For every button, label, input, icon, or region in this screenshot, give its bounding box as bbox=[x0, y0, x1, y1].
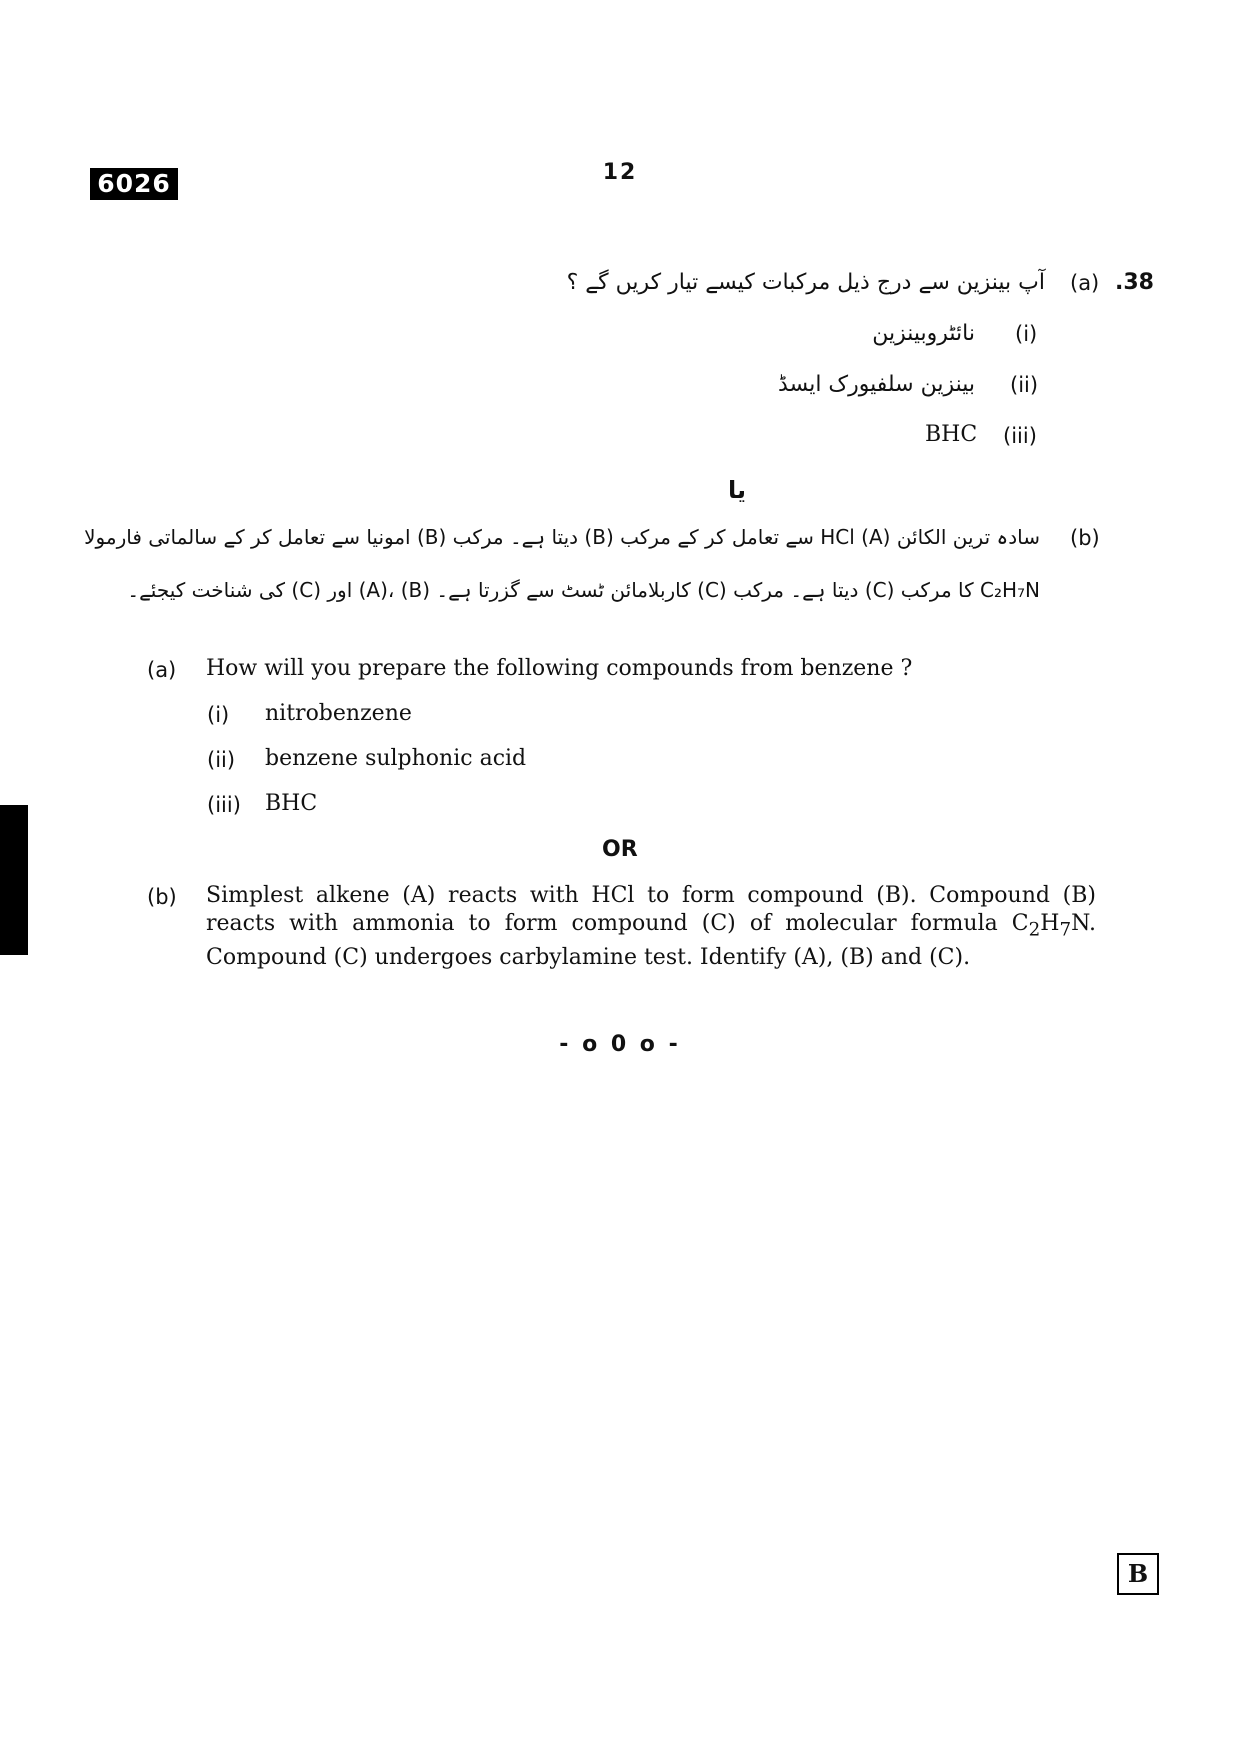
english-part-a-label: (a) bbox=[147, 658, 177, 682]
urdu-part-b-label: (b) bbox=[1070, 526, 1100, 550]
question-number: .38 bbox=[1115, 270, 1154, 295]
urdu-item-label: (ii) bbox=[1010, 373, 1039, 397]
urdu-part-a-label: (a) bbox=[1070, 271, 1100, 295]
english-item-text: benzene sulphonic acid bbox=[265, 746, 527, 771]
urdu-or: یا bbox=[728, 476, 747, 504]
urdu-item-text: نائٹروبینزین bbox=[872, 321, 975, 346]
urdu-part-a-text: آپ بینزین سے درج ذیل مرکبات کیسے تیار کریں گے ؟ bbox=[566, 270, 1045, 295]
english-item-text: BHC bbox=[265, 791, 318, 816]
urdu-part-b-line-1: سادہ ترین الکائن (A) HCl سے تعامل کر کے مرکب (B) دیتا ہے۔ مرکب (B) امونیا سے تعامل کر کے سالماتی فارمولا bbox=[84, 525, 1040, 549]
urdu-item-label: (i) bbox=[1015, 322, 1038, 346]
urdu-item-text: BHC bbox=[925, 422, 978, 447]
english-item-label: (i) bbox=[207, 703, 230, 727]
english-item-label: (iii) bbox=[207, 793, 241, 817]
end-of-paper-mark: - o 0 o - bbox=[559, 1032, 681, 1057]
page-number: 12 bbox=[602, 160, 638, 185]
margin-black-bar bbox=[0, 805, 28, 955]
urdu-part-b-line-2: C₂H₇N کا مرکب (C) دیتا ہے۔ مرکب (C) کاربلامائن ٹسٹ سے گزرتا ہے۔ (B) ،(A) اور (C) کی شناخت کیجئے۔ bbox=[127, 578, 1040, 602]
urdu-item-label: (iii) bbox=[1003, 424, 1037, 448]
urdu-item-text: بینزین سلفیورک ایسڈ bbox=[778, 372, 975, 397]
set-letter-box: B bbox=[1117, 1553, 1159, 1595]
english-item-label: (ii) bbox=[207, 748, 236, 772]
paper-code-badge: 6026 bbox=[90, 168, 178, 200]
english-part-b-text: Simplest alkene (A) reacts with HCl to form compound (B). Compound (B) reacts with ammonia to form compound (C) of molecular formula $C_2H_7N$. Compound (C) undergoes carbylamine test. Identify (A), (B) and (C). bbox=[206, 883, 1096, 971]
english-or: OR bbox=[602, 837, 638, 862]
english-part-a-text: How will you prepare the following compounds from benzene ? bbox=[206, 656, 913, 681]
english-part-b-label: (b) bbox=[147, 885, 177, 909]
english-item-text: nitrobenzene bbox=[265, 701, 412, 726]
